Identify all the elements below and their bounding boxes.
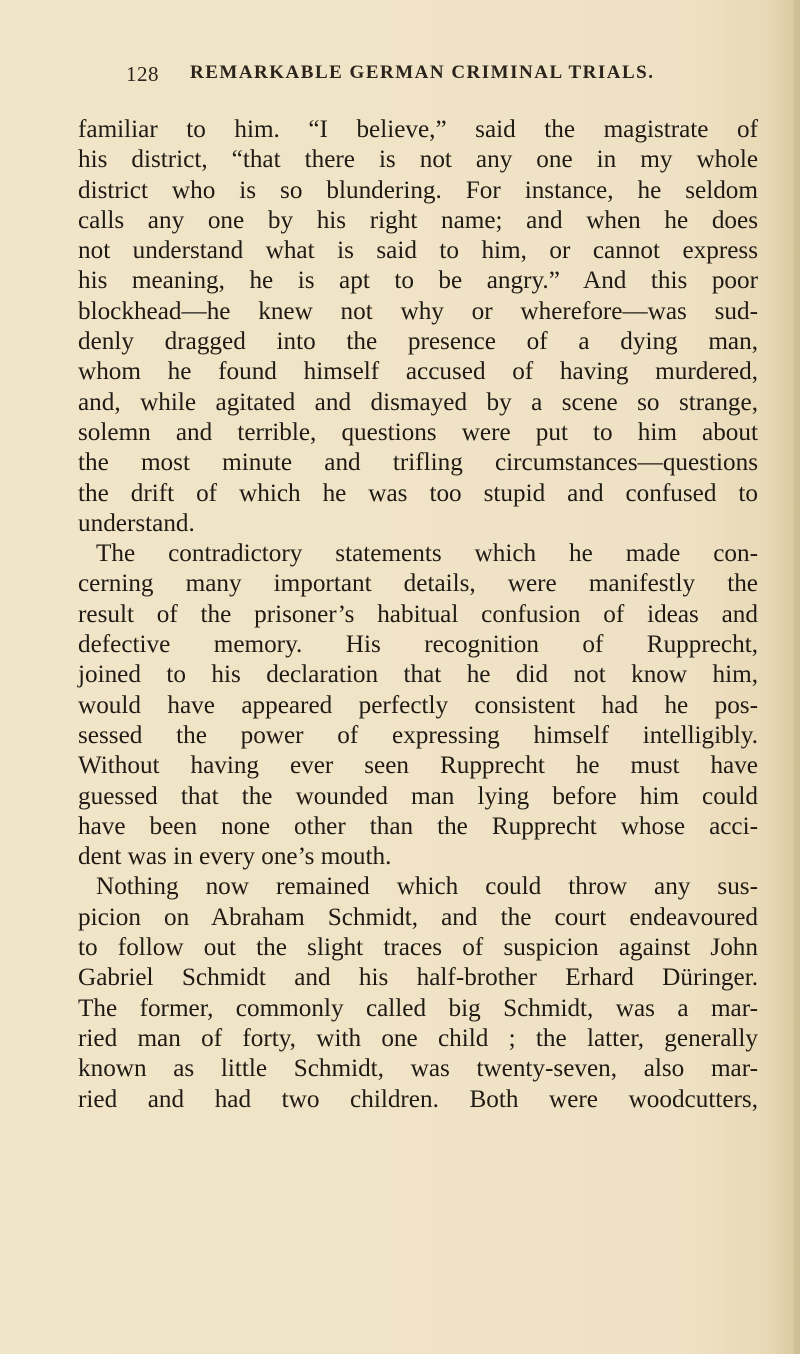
- text-line: cerning many important details, were manifestly the: [78, 570, 758, 598]
- text-line: to follow out the slight traces of suspicion against John: [78, 934, 758, 962]
- text-line: The former, commonly called big Schmidt, was a mar-: [78, 994, 758, 1022]
- text-line: ried and had two children. Both were woodcutters,: [78, 1085, 758, 1113]
- paragraph: [78, 539, 758, 872]
- text-line: familiar to him. “I believe,” said the magistrate of: [78, 116, 758, 143]
- text-line: denly dragged into the presence of a dying man,: [78, 328, 758, 356]
- text-line: sessed the power of expressing himself intelligibly.: [78, 721, 758, 749]
- text-line: dent was in every one’s mouth.: [78, 843, 392, 871]
- text-line: Nothing now remained which could throw any sus-: [96, 873, 758, 901]
- page-edge-shadow: [794, 0, 800, 1354]
- text-line: solemn and terrible, questions were put to him about: [78, 418, 758, 446]
- text-line: and, while agitated and dismayed by a scene so strange,: [78, 388, 758, 416]
- text-line: The contradictory statements which he made con-: [96, 540, 758, 568]
- text-line: Without having ever seen Rupprecht he must have: [78, 752, 758, 780]
- text-line: have been none other than the Rupprecht whose acci-: [78, 812, 758, 840]
- text-line: understand.: [78, 509, 195, 537]
- text-line: joined to his declaration that he did not know him,: [78, 661, 758, 689]
- text-line: the most minute and trifling circumstances—questions: [78, 449, 758, 477]
- page-number: 128: [126, 62, 159, 86]
- paragraph: [78, 872, 758, 1114]
- text-line: guessed that the wounded man lying before him could: [78, 782, 758, 810]
- paragraph: [78, 115, 758, 539]
- text-line: the drift of which he was too stupid and confused to: [78, 479, 758, 507]
- text-line: whom he found himself accused of having murdered,: [78, 358, 758, 386]
- text-line: his meaning, he is apt to be angry.” And this poor: [78, 267, 758, 295]
- text-line: known as little Schmidt, was twenty-seven, also mar-: [78, 1055, 758, 1083]
- text-line: would have appeared perfectly consistent had he pos-: [78, 691, 758, 719]
- running-title: REMARKABLE GERMAN CRIMINAL TRIALS.: [190, 62, 655, 83]
- running-head: [126, 62, 686, 92]
- text-line: ried man of forty, with one child ; the latter, generally: [78, 1024, 758, 1052]
- text-body: [78, 115, 758, 1115]
- text-line: district who is so blundering. For instance, he seldom: [78, 176, 758, 204]
- text-line: defective memory. His recognition of Rupprecht,: [78, 631, 758, 659]
- text-line: picion on Abraham Schmidt, and the court endeavoured: [78, 903, 758, 931]
- text-line: calls any one by his right name; and when he does: [78, 206, 758, 234]
- text-line: result of the prisoner’s habitual confusion of ideas and: [78, 600, 758, 628]
- text-line: Gabriel Schmidt and his half-brother Erhard Düringer.: [78, 964, 758, 992]
- text-line: not understand what is said to him, or cannot express: [78, 237, 758, 265]
- text-line: his district, “that there is not any one in my whole: [78, 146, 758, 174]
- text-line: blockhead—he knew not why or wherefore—was sud-: [78, 297, 758, 325]
